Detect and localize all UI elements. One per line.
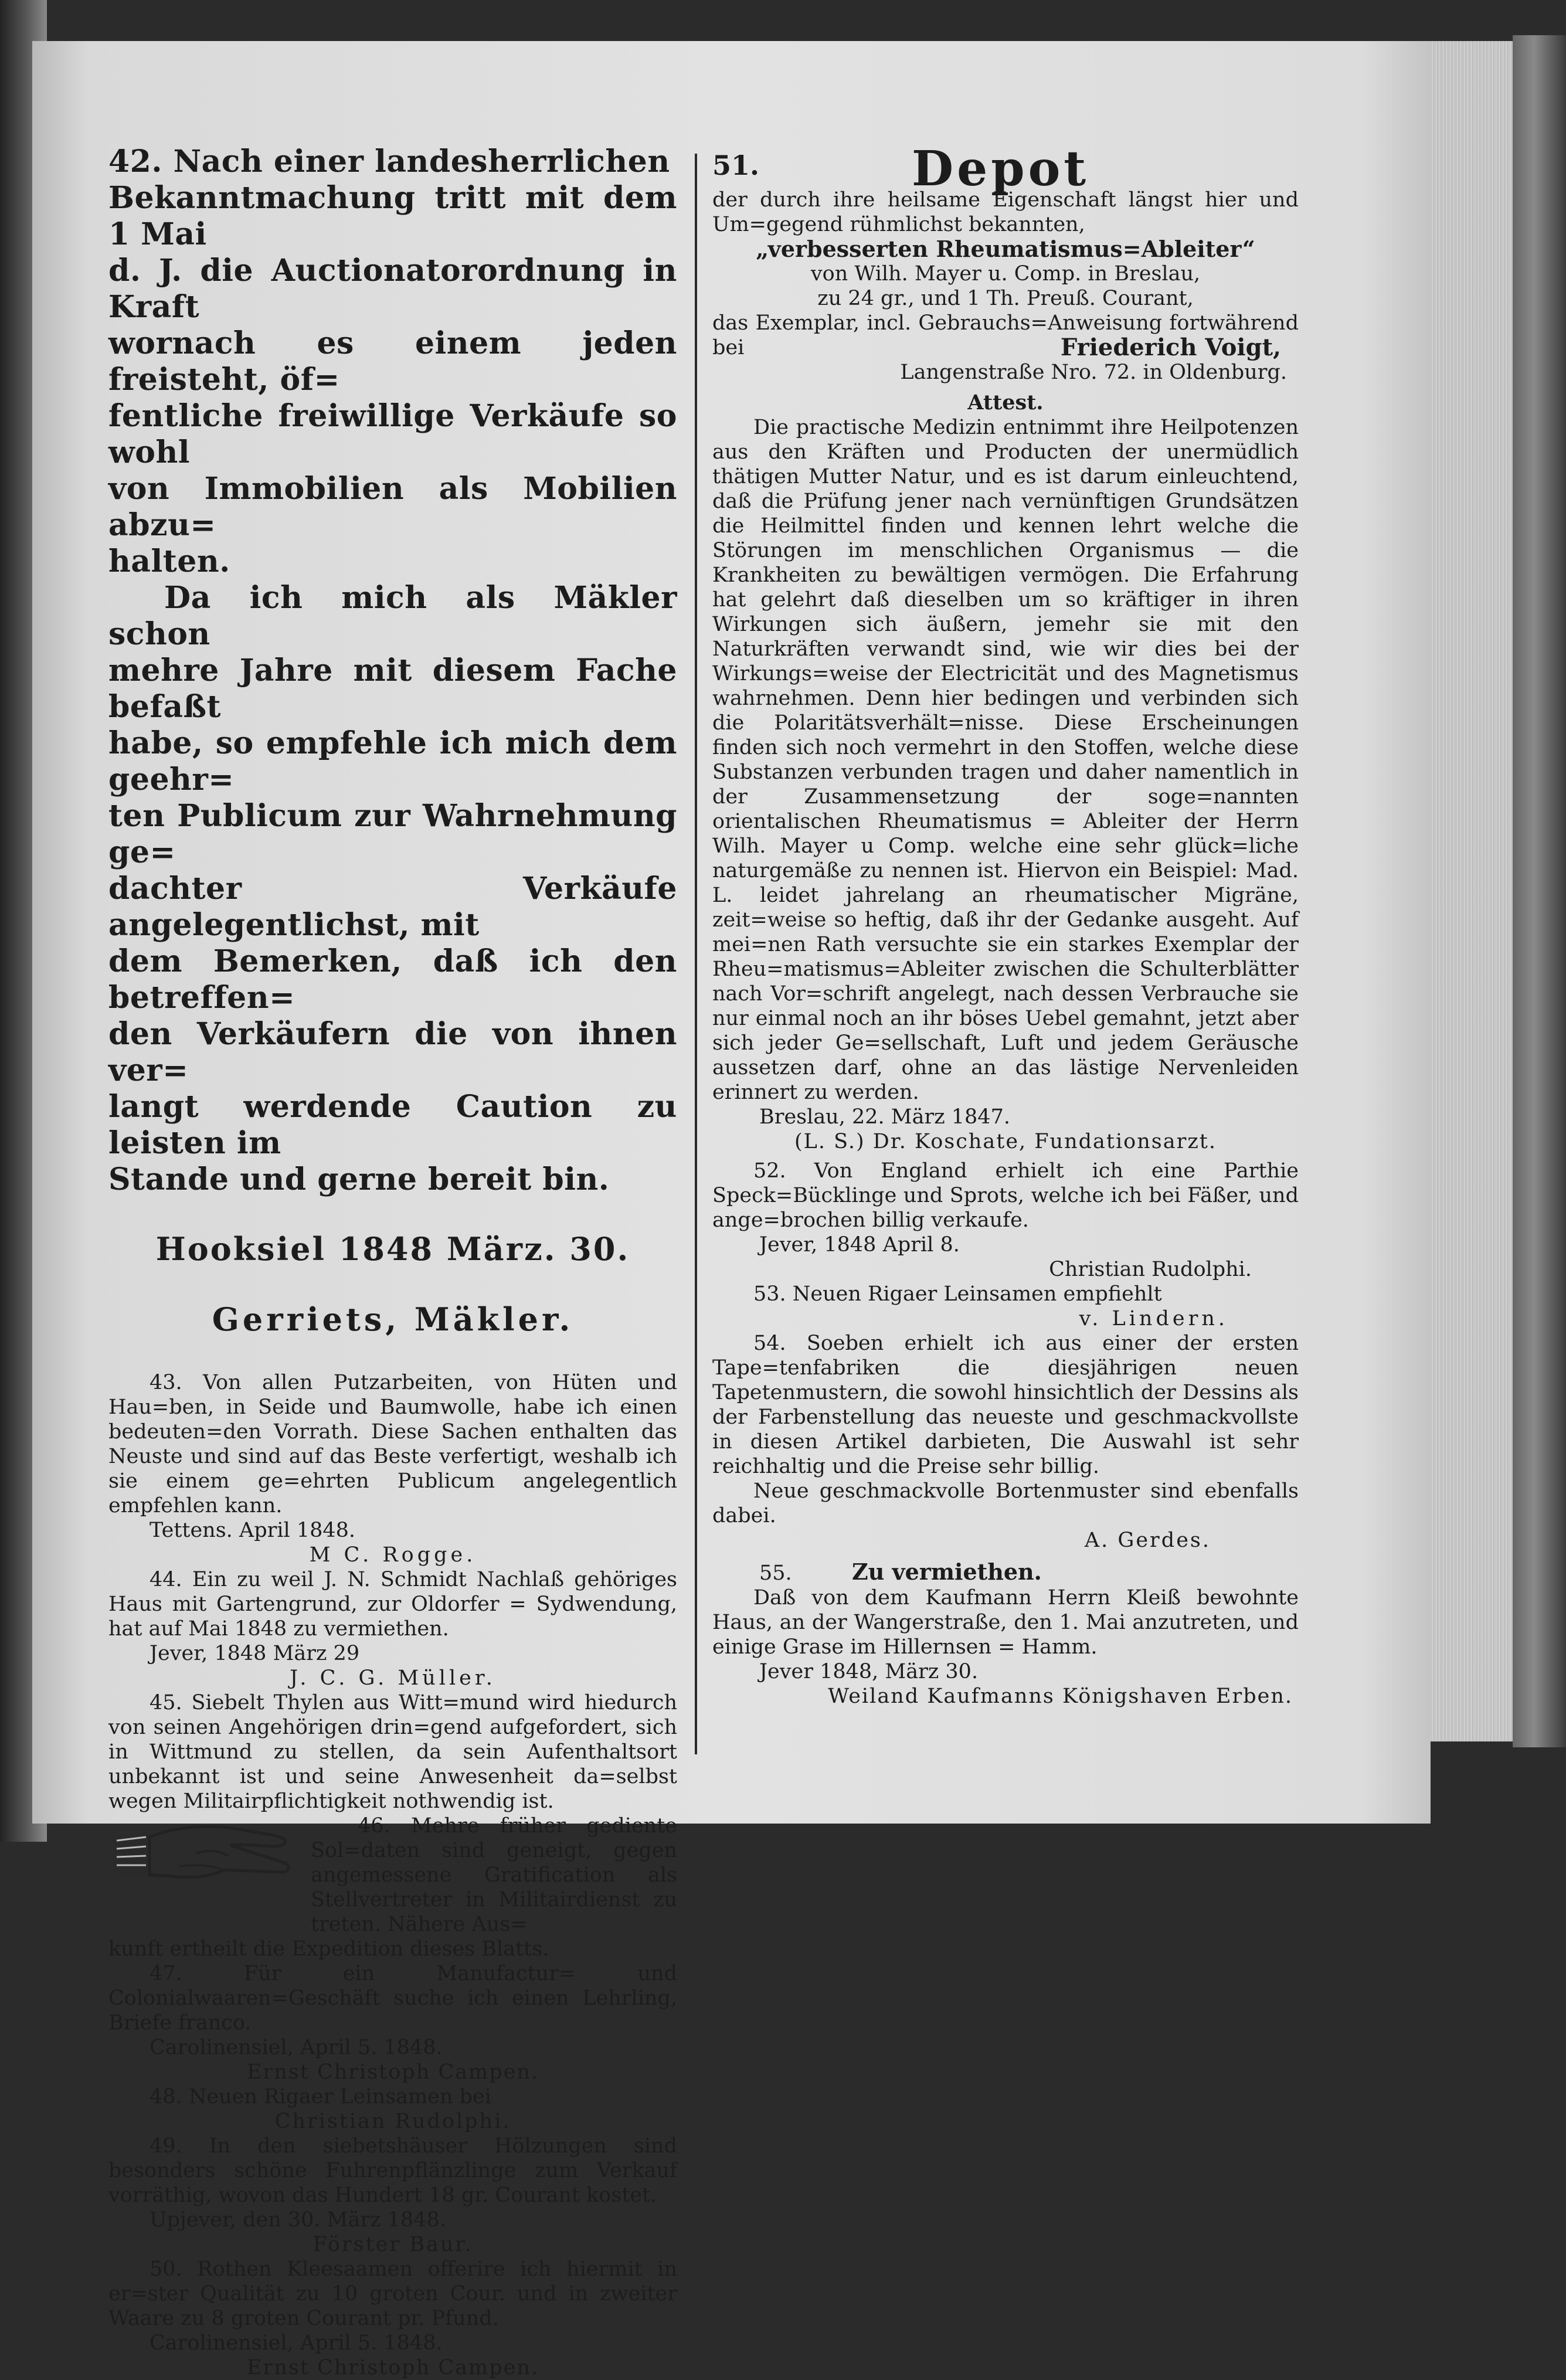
ad-44-text: 44. Ein zu weil J. N. Schmidt Nachlaß gehöriges Haus mit Gartengrund, zur Oldorfer = Sydwendung, hat auf Mai 1848 zu vermiethen.: [108, 1568, 677, 1641]
ad-51-intro: der durch ihre heilsame Eigenschaft längst hier und Um=gegend rühmlichst bekannten,: [712, 188, 1299, 236]
right-column: [712, 141, 1299, 1709]
ad-44-signature: J. C. G. Müller.: [290, 1666, 496, 1690]
ad-51-attest-place-date: Breslau, 22. März 1847.: [759, 1105, 1010, 1129]
ad-54-text2: Neue geschmackvolle Bortenmuster sind ebenfalls dabei.: [712, 1479, 1299, 1527]
ad-51: [712, 141, 1299, 1154]
column-divider: [695, 154, 697, 1754]
ad-47: [108, 1961, 677, 2084]
ad-42-line: dachter Verkäufe angelegentlichst, mit: [108, 871, 677, 943]
ad-46: [108, 1814, 677, 1961]
ad-52-signature: Christian Rudolphi.: [1049, 1258, 1252, 1281]
ad-49-text: 49. In den siebetshäuser Hölzungen sind besonders schöne Fuhrenpflänzlinge zum Verkauf vorräthig, wovon das Hundert 18 gr. Courant kostet.: [108, 2134, 677, 2207]
ad-47-text: 47. Für ein Manufactur= und Colonialwaaren=Geschäft suche ich einen Lehrling, Briefe franco.: [108, 1962, 677, 2035]
ad-43-signature: M C. Rogge.: [309, 1543, 477, 1567]
ad-42-line: langt werdende Caution zu leisten im: [108, 1089, 677, 1161]
ad-51-heading: Depot: [912, 141, 1090, 197]
ad-50-text: 50. Rothen Kleesaamen offerire ich hiermit in er=ster Qualität zu 10 groten Cour. und in zweiter Waare zu 8 groten Courant pr. Pfund.: [108, 2257, 677, 2330]
ad-51-attest-signature: (L. S.) Dr. Koschate, Fundationsarzt.: [794, 1130, 1217, 1153]
ad-53: [712, 1282, 1299, 1331]
ad-46-text: 46. Mehre früher gediente Sol=daten sind geneigt, gegen angemessene Gratification als Stellvertreter in Militairdienst zu treten. Nähere Aus=: [311, 1814, 677, 1936]
book-cover-edge: [1513, 35, 1566, 1747]
ad-48-signature: Christian Rudolphi.: [274, 2110, 511, 2133]
ad-42-line: den Verkäufern die von ihnen ver=: [108, 1016, 677, 1088]
ad-51-number: 51.: [712, 150, 760, 181]
ad-44-place-date: Jever, 1848 März 29: [150, 1642, 360, 1665]
ad-42-line: halten.: [108, 544, 230, 579]
ad-55: [712, 1560, 1299, 1709]
ad-45-text: 45. Siebelt Thylen aus Witt=mund wird hiedurch von seinen Angehörigen drin=gend aufgefordert, sich in Wittmund zu stellen, da sein Aufenthaltsort unbekannt ist und seine Anwesenheit da=selbst wegen Militairpflichtigkeit nothwendig ist.: [108, 1691, 677, 1813]
ad-42-date: Hooksiel 1848 März. 30.: [155, 1230, 630, 1268]
ad-53-text: 53. Neuen Rigaer Leinsamen empfiehlt: [753, 1282, 1162, 1306]
ad-42-line: wornach es einem jeden freisteht, öf=: [108, 325, 677, 398]
ad-51-attest-title: Attest.: [967, 391, 1044, 415]
ad-42-line: mehre Jahre mit diesem Fache befaßt: [108, 653, 677, 725]
left-column: [108, 144, 677, 2380]
ad-49: [108, 2134, 677, 2257]
ad-43: [108, 1370, 677, 1567]
ad-50: [108, 2257, 677, 2380]
ad-55-number: 55.: [759, 1561, 792, 1585]
ad-42-line: fentliche freiwillige Verkäufe so wohl: [108, 398, 677, 470]
ad-51-product: „verbesserten Rheumatismus=Ableiter“: [756, 236, 1255, 262]
ad-42-line: von Immobilien als Mobilien abzu=: [108, 471, 677, 543]
ad-44: [108, 1567, 677, 1690]
ad-51-line2: das Exemplar, incl. Gebrauchs=Anweisung fortwährend bei: [712, 311, 1299, 359]
ad-45: [108, 1690, 677, 1814]
ad-42-line: habe, so empfehle ich mich dem geehr=: [108, 725, 677, 797]
ad-55-text: Daß von dem Kaufmann Herrn Kleiß bewohnte Haus, an der Wangerstraße, den 1. Mai anzutreten, und einige Grase im Hillernsen = Hamm.: [712, 1586, 1299, 1659]
ad-48-text: 48. Neuen Rigaer Leinsamen bei: [150, 2085, 491, 2109]
ad-42-line: d. J. die Auctionatorordnung in Kraft: [108, 253, 677, 325]
ad-51-attest-text: Die practische Medizin entnimmt ihre Heilpotenzen aus den Kräften und Producten der unermüdlich thätigen Mutter Natur, und es ist darum einleuchtend, daß die Prüfung jener nach vernünftigen Grundsätzen die Heilmittel finden und kennen lehrt welche die Störungen im menschlichen Organismus — die Krankheiten zu bewältigen vermögen. Die Erfahrung hat gelehrt daß dieselben um so kräftiger in ihren Wirkungen sich äußern, jemehr sie mit den Naturkräften verwandt sind, wie wir dies bei der Wirkungs=weise der Electricität und des Magnetismus wahrnehmen. Denn hier bedingen und verbinden sich die Polaritätsverhält=nisse. Diese Erscheinungen finden sich noch vermehrt in den Stoffen, welche diese Substanzen verbunden tragen und daher namentlich in der Zusammensetzung der soge=nannten orientalischen Rheumatismus = Ableiter der Herrn Wilh. Mayer u Comp. welche eine sehr glück=liche naturgemäße zu nennen ist. Hiervon ein Beispiel: Mad. L. leidet jahrelang an rheumatischer Migräne, zeit=weise so heftig, daß ihr der Gedanke ausgeht. Auf mei=nen Rath versuchte sie ein starkes Exemplar der Rheu=matismus=Ableiter zwischen die Schulterblätter nach Vor=schrift angelegt, nach dessen Verbrauche sie nur einmal noch an ihr böses Uebel gemahnt, jetzt aber sich jeder Ge=sellschaft, Luft und jedem Geräusche aussetzen darf, ohne an das lästige Nervenleiden erinnert zu werden.: [712, 416, 1299, 1104]
ad-55-place-date: Jever 1848, März 30.: [759, 1660, 979, 1683]
ad-49-signature: Förster Baur.: [312, 2233, 473, 2256]
ad-42-line: ten Publicum zur Wahrnehmung ge=: [108, 798, 677, 870]
ad-52: [712, 1159, 1299, 1282]
pointing-hand-icon: [108, 1819, 302, 1890]
ad-54: [712, 1331, 1299, 1553]
ad-42-line: Stande und gerne bereit bin.: [108, 1162, 610, 1197]
ad-53-signature: v. Lindern.: [1079, 1307, 1228, 1330]
ad-42-signature: Gerriets, Mäkler.: [212, 1301, 574, 1338]
ad-54-text: 54. Soeben erhielt ich aus einer der ersten Tape=tenfabriken die diesjährigen neuen Tapetenmustern, die sowohl hinsichtlich der Dessins als der Farbenstellung das neueste und geschmackvollste in diesen Artikel darbieten, Die Auswahl ist sehr reichhaltig und die Preise sehr billig.: [712, 1332, 1299, 1478]
ad-51-dealer: Friederich Voigt,: [1060, 334, 1281, 361]
ad-42-line: Bekanntmachung tritt mit dem 1 Mai: [108, 180, 677, 252]
ad-51-maker: von Wilh. Mayer u. Comp. in Breslau,: [810, 262, 1201, 286]
ad-50-signature: Ernst Christoph Campen.: [246, 2356, 539, 2379]
ad-43-text: 43. Von allen Putzarbeiten, von Hüten und Hau=ben, in Seide und Baumwolle, habe ich einen bedeuten=den Vorrath. Diese Sachen enthalten das Neuste und sind auf das Beste verfertigt, weshalb ich sie einem ge=ehrten Publicum angelegentlich empfehlen kann.: [108, 1371, 677, 1517]
ad-42-line: Da ich mich als Mäkler schon: [108, 580, 677, 652]
ad-47-signature: Ernst Christoph Campen.: [246, 2060, 539, 2084]
ad-51-price: zu 24 gr., und 1 Th. Preuß. Courant,: [817, 287, 1194, 310]
ad-43-place-date: Tettens. April 1848.: [150, 1519, 356, 1542]
ad-51-address: Langenstraße Nro. 72. in Oldenburg.: [900, 361, 1287, 384]
ad-52-place-date: Jever, 1848 April 8.: [759, 1233, 960, 1257]
ad-54-signature: A. Gerdes.: [1084, 1529, 1211, 1552]
ad-46-text-after: kunft ertheilt die Expedition dieses Blatts.: [108, 1937, 549, 1961]
ad-55-signature: Weiland Kaufmanns Königshaven Erben.: [828, 1685, 1293, 1708]
ad-52-text: 52. Von England erhielt ich eine Parthie Speck=Bücklinge und Sprots, welche ich bei Fäßer, und ange=brochen billig verkaufe.: [712, 1159, 1299, 1232]
ad-48: [108, 2084, 677, 2134]
ad-55-heading: Zu vermiethen.: [851, 1559, 1042, 1585]
ad-49-place-date: Upjever, den 30. März 1848.: [150, 2208, 446, 2232]
ad-42-line: dem Bemerken, daß ich den betreffen=: [108, 943, 677, 1016]
ad-50-place-date: Carolinensiel, April 5. 1848.: [150, 2331, 443, 2355]
ad-47-place-date: Carolinensiel, April 5. 1848.: [150, 2036, 443, 2059]
ad-42-line: 42. Nach einer landesherrlichen: [108, 144, 670, 179]
ad-42: [108, 144, 677, 1339]
